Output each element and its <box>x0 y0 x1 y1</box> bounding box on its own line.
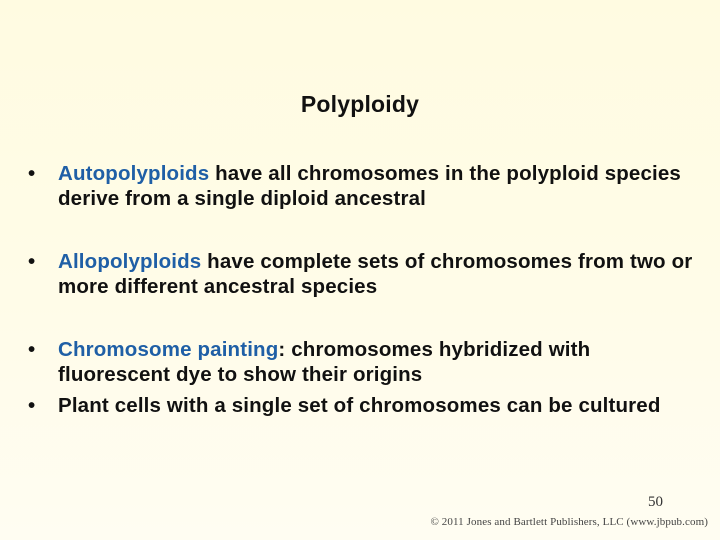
page-number: 50 <box>648 494 663 510</box>
bullet-dot: • <box>28 162 36 185</box>
bullet-list <box>28 161 698 418</box>
bullet-item-allopolyploids <box>28 249 698 299</box>
bullet-text: have all chromosomes in the polyploid species derive from a single diploid ancestral <box>58 162 681 210</box>
bullet-text: chromosomes hybridized with fluorescent dye to show their origins <box>58 338 591 386</box>
bullet-term: Chromosome painting <box>58 338 279 361</box>
bullet-dot: • <box>28 250 36 273</box>
bullet-dot: • <box>28 338 36 361</box>
bullet-term: Autopolyploids <box>58 162 210 185</box>
bullet-text: have complete sets of chromosomes from two or more different ancestral species <box>58 250 693 298</box>
bullet-term: Allopolyploids <box>58 250 202 273</box>
slide-title: Polyploidy <box>300 91 420 117</box>
bullet-separator: : <box>278 338 286 361</box>
copyright-footer: © 2011 Jones and Bartlett Publishers, LLC (www.jbpub.com) <box>430 516 708 528</box>
bullet-item-plant-cells <box>28 393 698 418</box>
bullet-dot: • <box>28 394 36 417</box>
bullet-item-chromosome-painting <box>28 337 698 387</box>
bullet-text: Plant cells with a single set of chromosomes can be cultured <box>58 394 661 417</box>
bullet-item-autopolyploids <box>28 161 698 211</box>
